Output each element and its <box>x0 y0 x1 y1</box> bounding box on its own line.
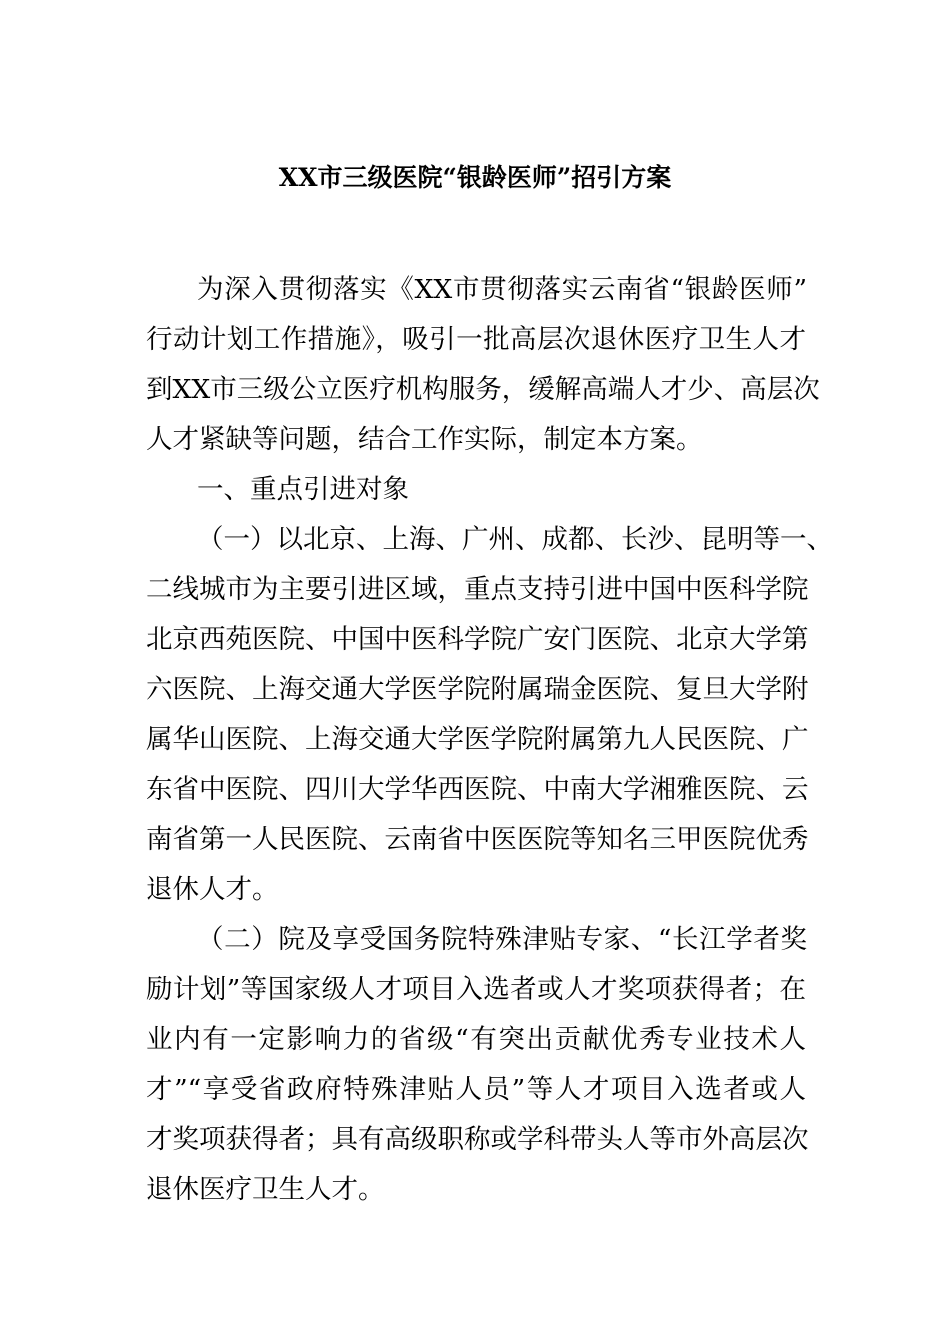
paragraph-line: 为深入贯彻落实《XX市贯彻落实云南省“银龄医师” <box>197 274 807 305</box>
paragraph-line: 东省中医院、四川大学华西医院、中南大学湘雅医院、云 <box>146 774 809 805</box>
paragraph-line: 行动计划工作措施》，吸引一批高层次退休医疗卫生人才 <box>146 324 806 355</box>
paragraph-line: 业内有一定影响力的省级“有突出贡献优秀专业技术人 <box>146 1024 806 1055</box>
section-heading: 一、重点引进对象 <box>197 474 409 505</box>
paragraph-line: 励计划”等国家级人才项目入选者或人才奖项获得者；在 <box>146 974 806 1005</box>
paragraph-line: 南省第一人民医院、云南省中医医院等知名三甲医院优秀 <box>146 824 809 855</box>
paragraph-line: 才奖项获得者；具有高级职称或学科带头人等市外高层次 <box>146 1124 809 1155</box>
paragraph-line: 二线城市为主要引进区域，重点支持引进中国中医科学院 <box>146 574 809 605</box>
paragraph-line: 人才紧缺等问题，结合工作实际，制定本方案。 <box>146 424 703 455</box>
paragraph-line: 北京西苑医院、中国中医科学院广安门医院、北京大学第 <box>146 624 809 655</box>
paragraph-line: （一）以北京、上海、广州、成都、长沙、昆明等一、 <box>197 524 833 555</box>
paragraph-line: 才”“享受省政府特殊津贴人员”等人才项目入选者或人 <box>146 1074 806 1105</box>
paragraph-line: 退休人才。 <box>146 874 279 905</box>
document-title: XX市三级医院“银龄医师”招引方案 <box>278 163 672 192</box>
paragraph-line: 退休医疗卫生人才。 <box>146 1174 385 1205</box>
paragraph-line: 六医院、上海交通大学医学院附属瑞金医院、复旦大学附 <box>146 674 809 705</box>
paragraph-line: 属华山医院、上海交通大学医学院附属第九人民医院、广 <box>146 724 809 755</box>
paragraph-line: 到XX市三级公立医疗机构服务，缓解高端人才少、高层次 <box>146 374 820 405</box>
paragraph-line: （二）院及享受国务院特殊津贴专家、“长江学者奖 <box>197 924 807 955</box>
